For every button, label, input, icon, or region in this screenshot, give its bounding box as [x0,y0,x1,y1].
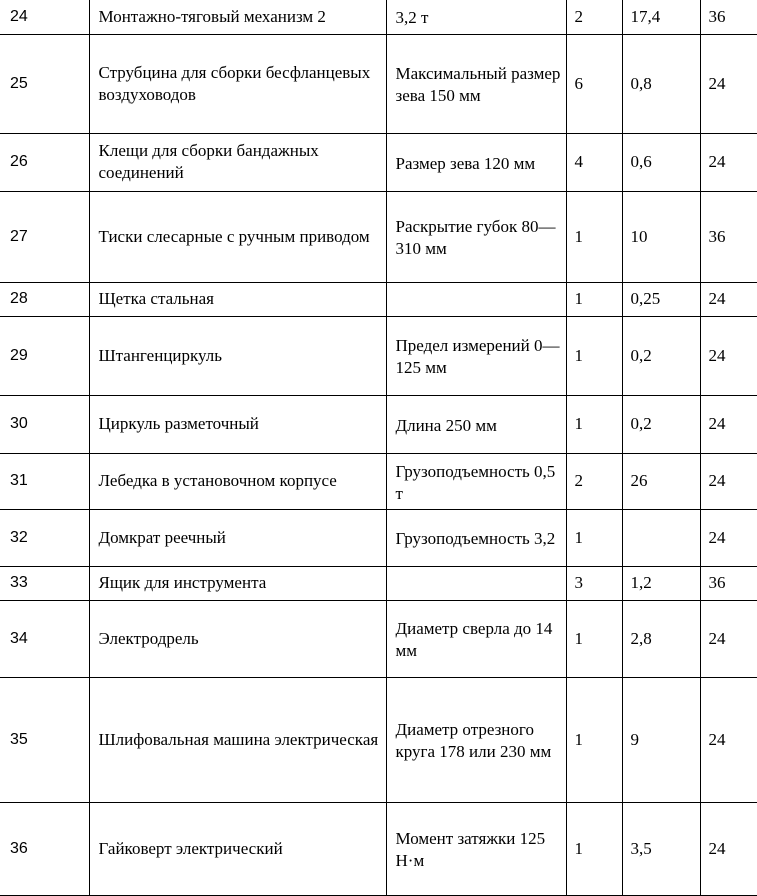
row-number: 28 [0,282,89,316]
table-row [0,453,757,509]
item-spec-text: Предел измерений 0—125 мм [395,336,560,377]
table-row [0,282,757,316]
table-row [0,316,757,395]
item-spec-text: 3,2 т [395,8,429,28]
row-number: 31 [0,453,89,509]
item-value: 24 [700,316,757,395]
item-spec [386,191,566,282]
item-value: 24 [700,395,757,453]
item-spec-text: Длина 250 мм [395,415,497,435]
item-spec-text: Грузоподъемность 0,5 т [395,461,556,503]
item-spec [386,677,566,802]
item-mass: 1,2 [622,566,700,600]
item-spec [386,566,566,600]
row-number: 32 [0,509,89,566]
item-spec-text: Раскрытие губок 80—310 мм [395,217,556,258]
item-mass: 0,6 [622,133,700,191]
row-number: 34 [0,600,89,677]
item-spec-text [396,298,566,301]
item-spec [386,395,566,453]
item-mass: 0,2 [622,316,700,395]
row-number: 35 [0,677,89,802]
item-spec [386,802,566,895]
item-quantity: 3 [566,566,622,600]
item-value: 24 [700,34,757,133]
item-name: Струбцина для сборки бесфланцевых воздуховодов [89,34,386,133]
item-name: Ящик для инструмента [89,566,386,600]
item-spec-text: Грузоподъемность 3,2 [395,529,556,548]
item-name: Лебедка в установочном корпусе [89,453,386,509]
item-quantity: 2 [566,453,622,509]
item-name: Щетка стальная [89,282,386,316]
item-spec [386,282,566,316]
table-row [0,0,757,34]
item-name: Гайковерт электрический [89,802,386,895]
item-quantity: 4 [566,133,622,191]
row-number: 36 [0,802,89,895]
row-number: 24 [0,0,89,34]
item-quantity: 2 [566,0,622,34]
item-spec [386,0,566,34]
item-value: 36 [700,566,757,600]
item-value: 24 [700,509,757,566]
item-spec-text: Максимальный размер зева 150 мм [395,64,561,105]
item-spec-text: Размер зева 120 мм [395,153,536,173]
item-quantity: 1 [566,316,622,395]
item-quantity: 1 [566,282,622,316]
item-value: 24 [700,453,757,509]
item-name: Штангенциркуль [89,316,386,395]
item-mass: 0,8 [622,34,700,133]
row-number: 27 [0,191,89,282]
item-value: 36 [700,191,757,282]
table-row [0,34,757,133]
item-name: Монтажно-тяговый механизм 2 [89,0,386,34]
item-spec [386,509,566,566]
item-mass: 3,5 [622,802,700,895]
item-name: Тиски слесарные с ручным приводом [89,191,386,282]
table-row [0,191,757,282]
item-spec-text: Диаметр сверла до 14 мм [395,619,553,660]
item-mass: 2,8 [622,600,700,677]
item-name: Шлифовальная машина электрическая [89,677,386,802]
item-value: 24 [700,133,757,191]
table-row [0,133,757,191]
row-number: 33 [0,566,89,600]
item-spec [386,316,566,395]
item-mass [622,509,700,566]
item-value: 24 [700,282,757,316]
item-spec-text: Диаметр отрезного круга 178 или 230 мм [395,720,552,761]
table-row [0,395,757,453]
item-spec-text [396,582,566,585]
item-name: Домкрат реечный [89,509,386,566]
table-row [0,566,757,600]
item-mass: 26 [622,453,700,509]
item-quantity: 1 [566,802,622,895]
item-quantity: 1 [566,191,622,282]
item-name: Клещи для сборки бандажных соединений [89,133,386,191]
item-value: 36 [700,0,757,34]
table-row [0,600,757,677]
item-name: Электродрель [89,600,386,677]
table-row [0,509,757,566]
item-quantity: 1 [566,509,622,566]
row-number: 30 [0,395,89,453]
item-quantity: 1 [566,600,622,677]
table-row [0,677,757,802]
item-mass: 9 [622,677,700,802]
item-spec [386,453,566,509]
item-spec [386,133,566,191]
item-quantity: 1 [566,395,622,453]
item-spec [386,34,566,133]
item-mass: 10 [622,191,700,282]
item-value: 24 [700,802,757,895]
item-mass: 0,25 [622,282,700,316]
item-value: 24 [700,600,757,677]
row-number: 25 [0,34,89,133]
row-number: 26 [0,133,89,191]
item-quantity: 1 [566,677,622,802]
item-quantity: 6 [566,34,622,133]
item-mass: 0,2 [622,395,700,453]
item-spec [386,600,566,677]
item-name: Циркуль разметочный [89,395,386,453]
row-number: 29 [0,316,89,395]
item-value: 24 [700,677,757,802]
table-row [0,802,757,895]
item-spec-text: Момент затяжки 125 Н·м [395,829,546,870]
item-mass: 17,4 [622,0,700,34]
